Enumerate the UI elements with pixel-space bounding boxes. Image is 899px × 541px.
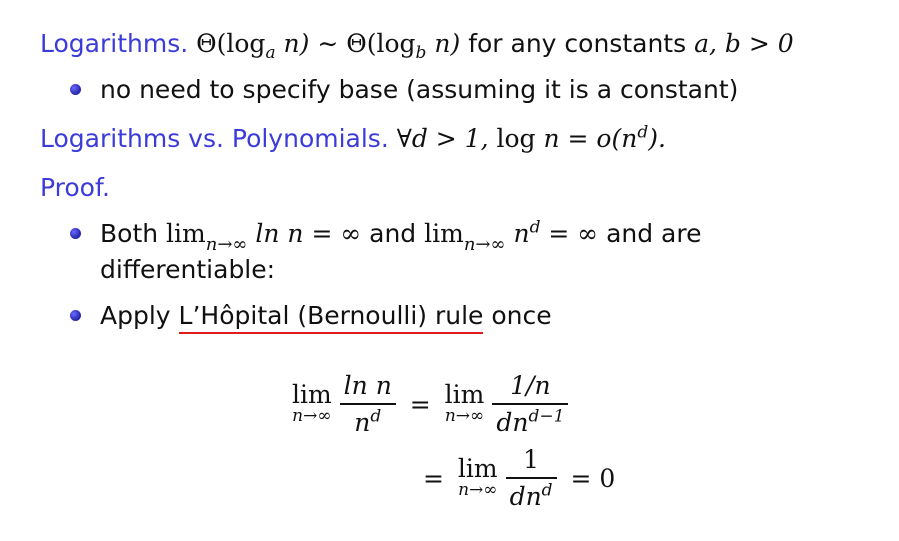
theta-log-b: $\Theta(\log_b$ n) [346,29,461,63]
bullet-1-text: no need to specify base (assuming it is a constant) [100,75,739,104]
equals-2: = [423,463,444,493]
lim-sub-1: n→∞ [205,234,248,256]
lim-operator-1: lim n→∞ [292,380,332,427]
both-text: Both [100,219,167,248]
n-power: n [505,219,530,248]
lhopital-rule-link[interactable]: L’Hôpital (Bernoulli) rule [179,301,484,334]
logarithms-line [40,29,794,63]
ln-n-infinity: ln n = ∞ [247,219,362,248]
log-vs-poly-line [40,122,666,153]
lim-operator-2: lim n→∞ [444,380,485,427]
and-are-text: and are [598,219,702,248]
bullet-2-line-2: differentiable: [100,255,276,284]
equals-zero: = 0 [570,463,616,493]
apply-text: Apply [100,301,179,330]
bullet-3-text [100,303,552,328]
equals-1: = [409,389,431,419]
constants-condition: a, b > 0 [694,29,794,58]
close-paren: ). [648,124,666,153]
lim-operator-3: lim n→∞ [457,454,498,501]
lim-nd: lim [424,219,464,248]
little-o: n = o(n [535,124,638,153]
lim-sub-2: n→∞ [463,234,506,256]
forall-d: ∀d > 1, [396,124,497,153]
equals-infinity: = ∞ [540,219,599,248]
n-power-d: d [529,217,541,238]
proof-label: Proof. [40,173,110,202]
bullet-2 [70,228,81,239]
fraction-1-over-dnd: $\frac{1}{dn^d}$ [506,446,557,510]
bullet-2-line-1 [100,217,702,256]
once-text: once [483,301,552,330]
logarithms-label: Logarithms. [40,29,189,58]
bullet-1 [70,84,81,95]
and-text: and [361,219,425,248]
fraction-1n-over-dnd1: $\frac{1/n}{dn^{d-1}}$ [492,372,568,436]
equation-row-1 [292,372,568,436]
lim-ln: lim [166,219,206,248]
equation-row-2 [423,446,615,510]
bullet-3 [70,310,81,321]
d-exponent: d [637,122,649,143]
theta-log-a: $\Theta(\log_a$ n) [196,29,310,63]
log-vs-poly-label: Logarithms vs. Polynomials. [40,124,389,153]
log-fn: log [496,124,536,153]
sim-symbol: ∼ [309,29,347,58]
constants-text: for any constants [460,29,695,58]
fraction-ln-n-over-nd: $\frac{\text{ln n}}{n^d}$ [340,372,396,436]
